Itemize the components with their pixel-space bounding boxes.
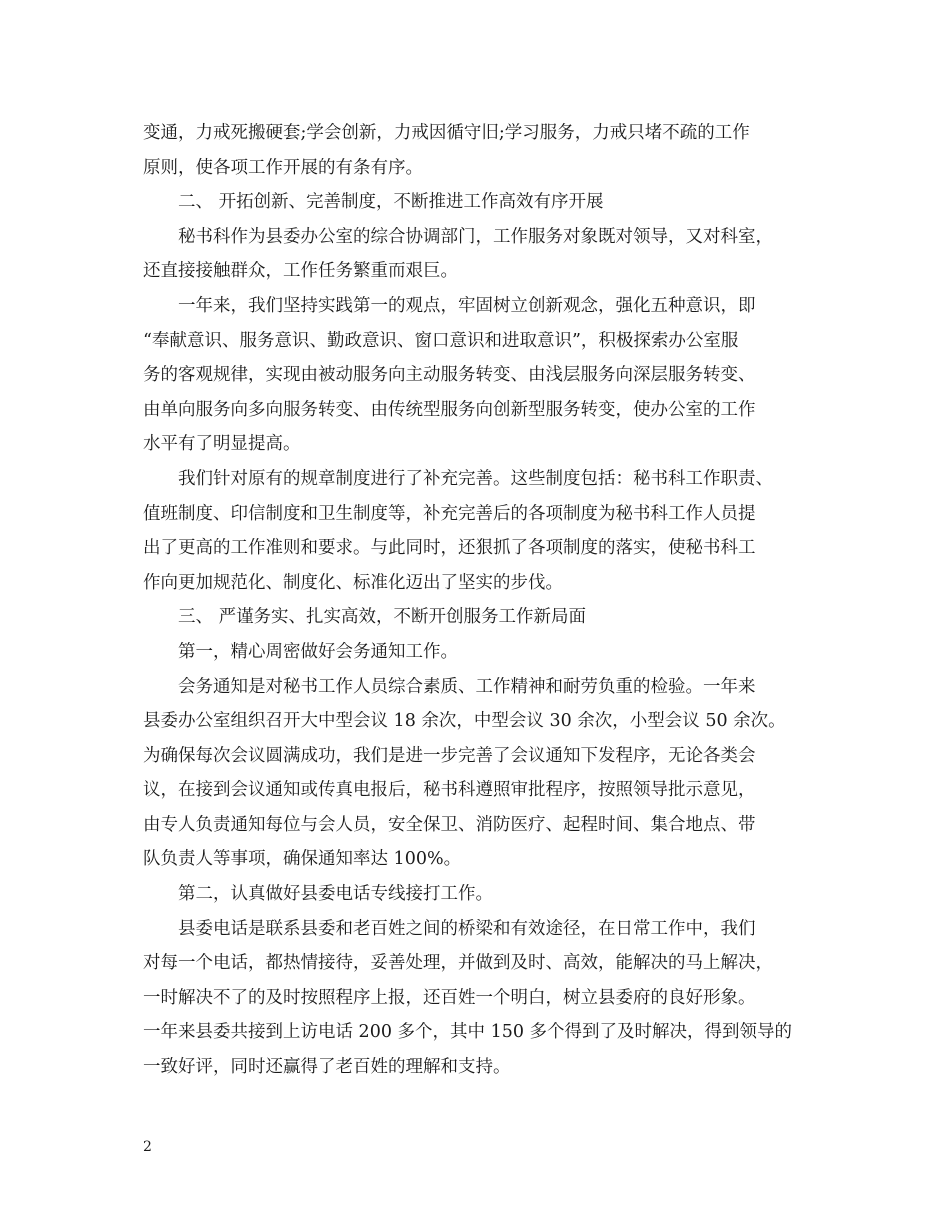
text-line: 第一，精心周密做好会务通知工作。 (178, 641, 458, 662)
text-line: 一时解决不了的及时按照程序上报，还百姓一个明白，树立县委府的良好形象。 (143, 987, 756, 1008)
text-line: 务的客观规律，实现由被动服务向主动服务转变、由浅层服务向深层服务转变、 (143, 365, 756, 386)
text-line: 原则，使各项工作开展的有条有序。 (143, 157, 423, 178)
text-line: 秘书科作为县委办公室的综合协调部门，工作服务对象既对领导，又对科室， (178, 226, 773, 247)
text-line: 还直接接触群众，工作任务繁重而艰巨。 (143, 261, 458, 282)
text-line: 议，在接到会议通知或传真电报后，秘书科遵照审批程序，按照领导批示意见， (143, 780, 756, 801)
page-number: 2 (143, 1139, 152, 1155)
text-line: 为确保每次会议圆满成功，我们是进一步完善了会议通知下发程序，无论各类会 (143, 745, 756, 766)
text-line: 二、 开拓创新、完善制度，不断推进工作高效有序开展 (178, 192, 604, 213)
text-line: 值班制度、印信制度和卫生制度等，补充完善后的各项制度为秘书科工作人员提 (143, 503, 756, 524)
text-line: 一年来县委共接到上访电话 200 多个，其中 150 多个得到了及时解决，得到领导的 (143, 1022, 793, 1043)
text-line: 三、 严谨务实、扎实高效，不断开创服务工作新局面 (178, 607, 587, 628)
text-line: 出了更高的工作准则和要求。与此同时，还狠抓了各项制度的落实，使秘书科工 (143, 538, 756, 559)
text-line: 我们针对原有的规章制度进行了补充完善。这些制度包括：秘书科工作职责、 (178, 468, 773, 489)
text-line: 作向更加规范化、制度化、标准化迈出了坚实的步伐。 (143, 572, 563, 593)
text-line: 一年来，我们坚持实践第一的观点，牢固树立创新观念，强化五种意识，即 (178, 295, 756, 316)
text-line: 由单向服务向多向服务转变、由传统型服务向创新型服务转变，使办公室的工作 (143, 399, 756, 420)
text-line: 由专人负责通知每位与会人员，安全保卫、消防医疗、起程时间、集合地点、带 (143, 814, 756, 835)
text-line: 会务通知是对秘书工作人员综合素质、工作精神和耐劳负重的检验。一年来 (178, 676, 756, 697)
text-line: “奉献意识、服务意识、勤政意识、窗口意识和进取意识”，积极探索办公室服 (143, 330, 739, 351)
text-line: 县委办公室组织召开大中型会议 18 余次，中型会议 30 余次，小型会议 50 余次。 (143, 711, 786, 732)
text-line: 对每一个电话，都热情接待，妥善处理，并做到及时、高效，能解决的马上解决， (143, 953, 773, 974)
document-body (143, 116, 815, 1085)
text-line: 第二，认真做好县委电话专线接打工作。 (178, 884, 493, 905)
text-line: 变通，力戒死搬硬套;学会创新，力戒因循守旧;学习服务，力戒只堵不疏的工作 (143, 123, 750, 143)
text-line: 队负责人等事项，确保通知率达 100%。 (143, 849, 462, 870)
text-line: 县委电话是联系县委和老百姓之间的桥梁和有效途径，在日常工作中，我们 (178, 918, 756, 939)
text-line: 水平有了明显提高。 (143, 434, 301, 455)
text-line: 一致好评，同时还赢得了老百姓的理解和支持。 (143, 1057, 511, 1078)
